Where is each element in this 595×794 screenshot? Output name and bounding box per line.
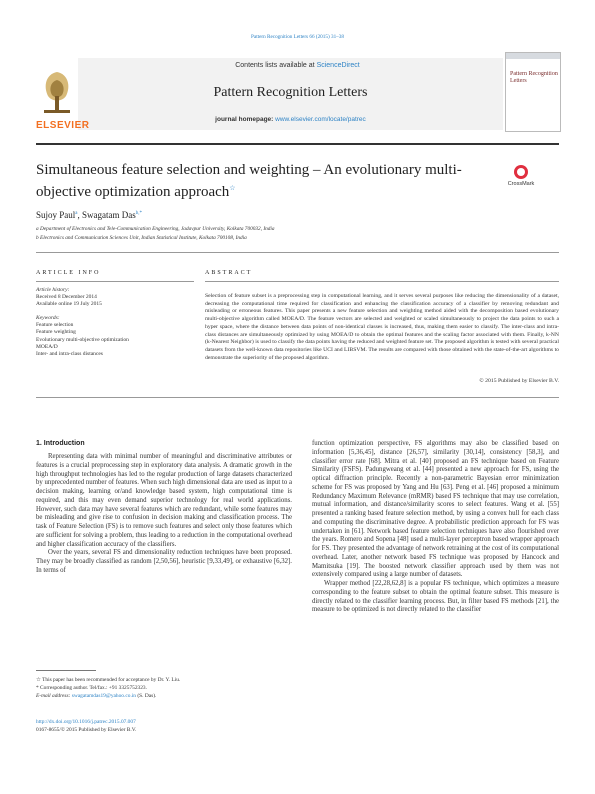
author-name: Swagatam Das <box>82 210 136 220</box>
abstract-copyright: © 2015 Published by Elsevier B.V. <box>479 378 559 384</box>
keyword: MOEA/D <box>36 343 58 350</box>
footnote-rule <box>36 670 96 671</box>
affiliation-a: a Department of Electronics and Tele-Communication Engineering, Jadavpur University, Kolkata 700032, India <box>36 226 275 232</box>
keywords-label: Keywords: <box>36 315 60 322</box>
keyword: Evolutionary multi-objective optimization <box>36 336 129 343</box>
author-list: Sujoy Paul$^a$, Swagatam Das$^{b,*}$ <box>36 210 142 220</box>
footnote: ☆ This paper has been recommended for acceptance by Dr. Y. Liu. <box>36 677 181 683</box>
journal-cover[interactable] <box>505 52 561 132</box>
cover-bar <box>506 53 560 59</box>
keyword: Feature selection <box>36 322 74 329</box>
article-title <box>36 161 476 201</box>
history-label: Article history: <box>36 287 70 293</box>
homepage-link[interactable]: www.elsevier.com/locate/patrec <box>275 116 366 123</box>
sciencedirect-link[interactable]: ScienceDirect <box>316 62 360 69</box>
title-footnote-star[interactable]: ☆ <box>229 184 236 192</box>
article-info-heading: ARTICLE INFO <box>36 270 101 276</box>
received-date: Received 8 December 2014 <box>36 294 97 301</box>
body-column-left <box>36 453 292 576</box>
body-column-right <box>312 440 559 615</box>
email-label: E-mail address: <box>36 693 72 699</box>
email-line <box>36 692 292 700</box>
keyword: Feature weighting <box>36 329 76 336</box>
paragraph: Representing data with minimal number of meaningful and discriminative attributes or features is a crucial preprocessing step in exploratory data analysis. A dramatic growth in the high throughput technologies has led to the regular production of large datasets characterized by unprecedented number of features. When such high dimensional data are used as input to a decision making, learning or/and knowledge based system, high computational time is required, and this may even demand superior technology for real world applications. However, such data may have several features which are redundant, while some features may be misleading and give rise to confusion in decision making and classification process. The task of Feature Selection (FS) is to remove such features and select only those features which are sufficient for solving a problem, thus leading to a reduction in the computational overhead and higher classification accuracy of the classifiers. <box>36 453 292 548</box>
info-rule <box>36 281 194 282</box>
section-heading: 1. Introduction <box>36 440 85 447</box>
homepage-prefix: journal homepage: <box>215 116 276 123</box>
contents-prefix: Contents lists available at <box>235 62 317 69</box>
journal-reference[interactable]: Pattern Recognition Letters 66 (2015) 31–38 <box>251 34 344 40</box>
divider <box>36 252 559 253</box>
paragraph: function optimization perspective, FS algorithms may also be classified based on information [5,36,45], distance [26,57], similarity [30,14], consistency [58,3], and classifier error rate [68]. Mitra et al. [40] proposed an FS technique based on Feature Similarity (FSFS). Padungweang et al. [44] presented a new approach for FS, using the optical diffraction principle. Recently a non-parametric Bayesian error minimization scheme for FS was proposed by Yang and Hu [63]. Peng et al. [46] proposed a minimum Redundancy Maximum Relevance (mRMR) based FS technique that may use correlation, mutual information, and distance/similarity scores to select features. Wang et al. [55] presented a ranking based feature selection method, by using a convex hull for each class and computing the discriminative degree. A probabilistic prediction approach for FS was undertaken in [61]. Network based feature selection techniques have also flourished over the years. Romero and Sopena [48] used a multi-layer perceptron based wrapper approach for FS. They presented the advantage of network retraining at the cost of its computational overhead. Later, another network based FS technique was proposed by Hancock and Mamitsuka [19]. The boosted network classifier approach used by them was not extensively compared using a large number of datasets. <box>312 440 559 579</box>
journal-homepage <box>78 116 503 123</box>
issn-line: 0167-8655/© 2015 Published by Elsevier B.V. <box>36 727 137 733</box>
footnote: * Corresponding author. Tel/fax.: +91 3325752323. <box>36 685 147 691</box>
author-sup[interactable]: b,* <box>135 211 142 216</box>
author-sup[interactable]: a <box>75 211 78 216</box>
divider <box>36 397 559 398</box>
available-date: Available online 19 July 2015 <box>36 301 102 308</box>
affiliation-b: b Electronics and Communication Sciences Unit, Indian Statistical Institute, Kolkata 700108, India <box>36 235 247 241</box>
abstract-text: Selection of feature subset is a preprocessing step in computational learning, and it serves several purposes like reducing the dimensionality of a dataset, decreasing the computational time required for classification and enhancing the classification accuracy of a classifier by removing redundant and misleading or erroneous features. This paper presents a new feature selection and weighting method aided with the decomposition based evolutionary multi-objective algorithm called MOEA/D. The feature vectors are selected and weighted or scaled simultaneously to project the data points to such a hyper space, where the distance between data points of non-identical classes is increased, thus, making them easier to classify. The inter-class and intra-class distances are simultaneously optimized by using MOEA/D to obtain the optimal features and the scaling factor associated with them. Finally, k-NN (k-Nearest Neighbor) is used to classify the data points having the reduced and weighted feature set. The proposed algorithm is tested with several practical datasets from the well-known data repositories like UCI and LIBSVM. The results are compared with those obtained with the state-of-the-art algorithms to demonstrate the superiority of the proposed algorithm. <box>205 293 559 361</box>
abstract-rule <box>205 281 559 282</box>
footnotes <box>36 676 292 700</box>
paragraph: Over the years, several FS and dimensionality reduction techniques have been proposed. They may be broadly classified as random [2,50,56], heuristic [9,33,49], or exhaustive [6,32]. In terms of <box>36 549 292 574</box>
email-suffix: (S. Das). <box>135 693 157 699</box>
email-link[interactable]: swagatamdas19@yahoo.co.in <box>71 693 136 699</box>
abstract-heading: ABSTRACT <box>205 270 253 276</box>
journal-title: Pattern Recognition Letters <box>213 85 368 100</box>
title-text: Simultaneous feature selection and weighting – An evolutionary multi-objective optimization approach <box>36 162 462 200</box>
doi-link[interactable]: http://dx.doi.org/10.1016/j.patrec.2015.07.007 <box>36 719 136 725</box>
author-name: Sujoy Paul <box>36 210 76 220</box>
elsevier-tree-logo <box>38 64 76 124</box>
header-rule <box>36 143 559 145</box>
article-info <box>36 287 194 358</box>
crossmark-label: CrossMark <box>507 181 535 187</box>
crossmark-icon <box>514 165 528 179</box>
paragraph: Wrapper method [22,28,62,8] is a popular FS technique, which optimizes a measure corresponding to the feature subset to obtain the optimal feature subset. This measure is directly related to the classifier learning process. But, in filter based FS methods [21], the measure to be optimized is not directly related to the classifier <box>312 580 559 614</box>
keyword: Inter- and intra-class distances <box>36 350 103 357</box>
crossmark-badge[interactable] <box>497 165 559 191</box>
cover-title: Pattern Recognition Letters <box>510 71 558 84</box>
elsevier-wordmark: ELSEVIER <box>36 120 90 131</box>
